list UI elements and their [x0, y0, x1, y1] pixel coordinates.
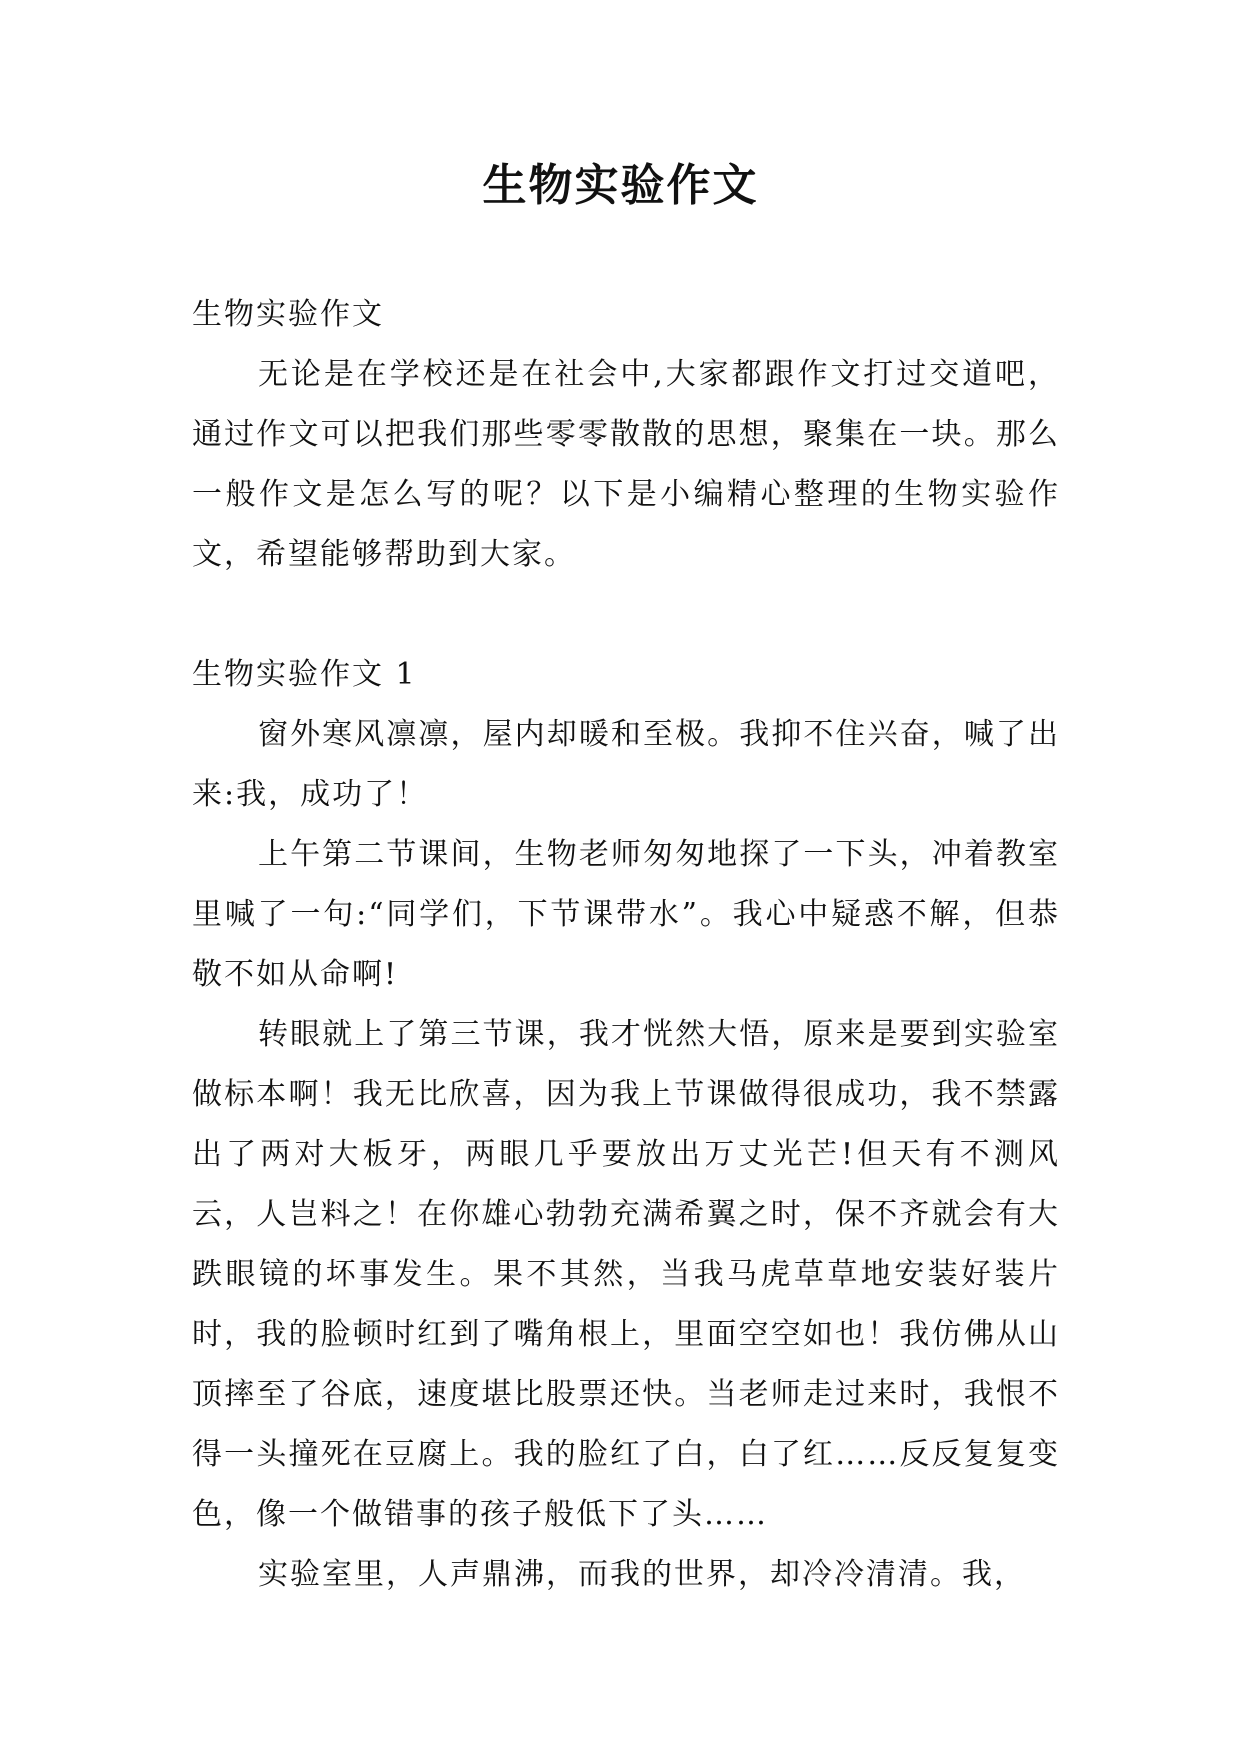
- section-1-paragraph-3: 转眼就上了第三节课，我才恍然大悟，原来是要到实验室做标本啊！我无比欣喜，因为我上节课做得很成功，我不禁露出了两对大板牙，两眼几乎要放出万丈光芒!但天有不测风云，人岂料之！在你雄心勃勃充满希翼之时，保不齐就会有大跌眼镜的坏事发生。果不其然，当我马虎草草地安装好装片时，我的脸顿时红到了嘴角根上，里面空空如也！我仿佛从山顶摔至了谷底，速度堪比股票还快。当老师走过来时，我恨不得一头撞死在豆腐上。我的脸红了白，白了红……反反复复变色，像一个做错事的孩子般低下了头……: [192, 1017, 1060, 1532]
- section-spacer: [192, 585, 1060, 645]
- section-1-paragraph-4: 实验室里，人声鼎沸，而我的世界，却冷冷清清。我，: [258, 1557, 1026, 1592]
- section-1-paragraph-1: 窗外寒风凛凛，屋内却暖和至极。我抑不住兴奋，喊了出来:我，成功了！: [192, 717, 1060, 812]
- document-body: [192, 285, 1060, 1605]
- section-1-heading: 生物实验作文 1: [192, 657, 417, 692]
- section-1-paragraph-2: 上午第二节课间，生物老师匆匆地探了一下头，冲着教室里喊了一句:“同学们，下节课带水”。我心中疑惑不解，但恭敬不如从命啊!: [192, 837, 1060, 992]
- document-title: 生物实验作文: [482, 160, 759, 211]
- intro-heading: 生物实验作文: [192, 297, 384, 332]
- intro-paragraph: 无论是在学校还是在社会中,大家都跟作文打过交道吧，通过作文可以把我们那些零零散散的思想，聚集在一块。那么一般作文是怎么写的呢？以下是小编精心整理的生物实验作文，希望能够帮助到大家。: [192, 357, 1060, 572]
